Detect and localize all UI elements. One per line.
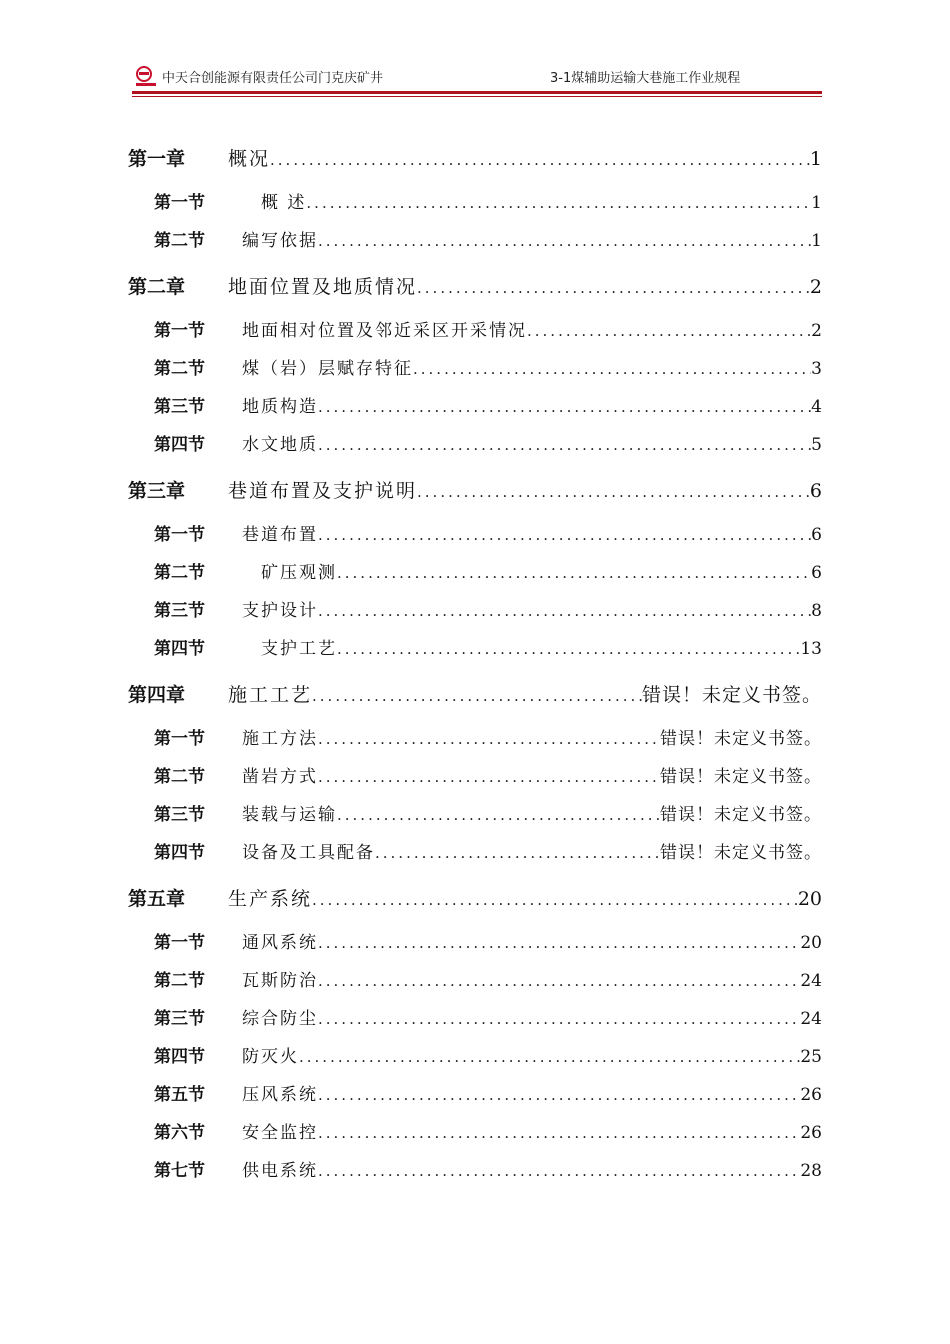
section-number: 第一节 xyxy=(154,193,205,213)
section-title: 综合防尘 xyxy=(242,1009,318,1029)
section-number: 第三节 xyxy=(154,601,205,621)
section-title: 支护工艺 xyxy=(242,639,337,659)
page-number: 8 xyxy=(811,601,822,621)
page-number: 错误！未定义书签。 xyxy=(641,684,822,706)
toc-section[interactable] xyxy=(128,592,822,630)
section-number: 第六节 xyxy=(154,1123,205,1143)
dot-leader xyxy=(318,592,811,630)
section-number: 第二节 xyxy=(154,563,205,583)
page-number: 28 xyxy=(800,1161,822,1181)
table-of-contents xyxy=(128,140,822,1190)
page-number: 1 xyxy=(811,193,822,213)
section-title: 瓦斯防治 xyxy=(242,971,318,991)
dot-leader xyxy=(299,1038,800,1076)
toc-section[interactable] xyxy=(128,554,822,592)
section-title: 凿岩方式 xyxy=(242,767,318,787)
section-number: 第四节 xyxy=(154,639,205,659)
page-header xyxy=(132,62,822,94)
dot-leader xyxy=(337,796,660,834)
toc-section[interactable] xyxy=(128,516,822,554)
toc-section[interactable] xyxy=(128,1114,822,1152)
dot-leader xyxy=(318,962,800,1000)
page-number: 24 xyxy=(800,971,822,991)
dot-leader xyxy=(318,426,811,464)
company-logo-icon xyxy=(136,66,158,88)
page-number: 错误！未定义书签。 xyxy=(660,805,822,825)
toc-section[interactable] xyxy=(128,1152,822,1190)
chapter-number: 第三章 xyxy=(128,480,186,502)
section-number: 第三节 xyxy=(154,397,205,417)
section-title: 支护设计 xyxy=(242,601,318,621)
page-number: 错误！未定义书签。 xyxy=(660,729,822,749)
page-number: 13 xyxy=(800,639,822,659)
company-name: 中天合创能源有限责任公司门克庆矿井 xyxy=(162,71,384,86)
section-number: 第四节 xyxy=(154,1047,205,1067)
dot-leader xyxy=(318,388,811,426)
header-rule-thin xyxy=(132,96,822,97)
toc-section[interactable] xyxy=(128,758,822,796)
dot-leader xyxy=(527,312,811,350)
section-number: 第五节 xyxy=(154,1085,205,1105)
toc-section[interactable] xyxy=(128,222,822,260)
toc-section[interactable] xyxy=(128,924,822,962)
dot-leader xyxy=(318,758,660,796)
section-title: 设备及工具配备 xyxy=(242,843,375,863)
chapter-title: 生产系统 xyxy=(228,888,313,910)
section-number: 第七节 xyxy=(154,1161,205,1181)
section-title: 安全监控 xyxy=(242,1123,318,1143)
section-title: 巷道布置 xyxy=(242,525,318,545)
dot-leader xyxy=(318,720,660,758)
section-number: 第一节 xyxy=(154,729,205,749)
page-number: 24 xyxy=(800,1009,822,1029)
toc-chapter[interactable] xyxy=(128,676,822,714)
dot-leader xyxy=(318,222,811,260)
section-title: 概 述 xyxy=(242,193,307,213)
section-title: 编写依据 xyxy=(242,231,318,251)
section-title: 施工方法 xyxy=(242,729,318,749)
page-number: 2 xyxy=(809,276,822,298)
section-title: 装载与运输 xyxy=(242,805,337,825)
section-title: 地质构造 xyxy=(242,397,318,417)
section-title: 通风系统 xyxy=(242,933,318,953)
dot-leader xyxy=(318,1152,800,1190)
section-title: 矿压观测 xyxy=(242,563,337,583)
chapter-title: 施工工艺 xyxy=(228,684,313,706)
page-number: 26 xyxy=(800,1085,822,1105)
page-number: 5 xyxy=(811,435,822,455)
page-number: 错误！未定义书签。 xyxy=(660,843,822,863)
section-number: 第一节 xyxy=(154,525,205,545)
section-title: 防灭火 xyxy=(242,1047,299,1067)
section-number: 第二节 xyxy=(154,767,205,787)
toc-chapter[interactable] xyxy=(128,880,822,918)
header-rule xyxy=(132,91,822,94)
page-number: 6 xyxy=(811,525,822,545)
section-title: 水文地质 xyxy=(242,435,318,455)
section-title: 压风系统 xyxy=(242,1085,318,1105)
dot-leader xyxy=(375,834,660,872)
page-number: 26 xyxy=(800,1123,822,1143)
page-number: 1 xyxy=(811,231,822,251)
dot-leader xyxy=(413,350,811,388)
dot-leader xyxy=(337,630,800,668)
section-number: 第二节 xyxy=(154,359,205,379)
page-number: 错误！未定义书签。 xyxy=(660,767,822,787)
dot-leader xyxy=(318,1076,800,1114)
section-number: 第三节 xyxy=(154,1009,205,1029)
section-number: 第一节 xyxy=(154,933,205,953)
dot-leader xyxy=(417,269,810,307)
chapter-title: 巷道布置及支护说明 xyxy=(228,480,418,502)
chapter-number: 第一章 xyxy=(128,148,186,170)
section-title: 供电系统 xyxy=(242,1161,318,1181)
toc-chapter[interactable] xyxy=(128,140,822,178)
chapter-title: 地面位置及地质情况 xyxy=(228,276,418,298)
toc-section[interactable] xyxy=(128,720,822,758)
toc-section[interactable] xyxy=(128,426,822,464)
section-number: 第二节 xyxy=(154,971,205,991)
toc-section[interactable] xyxy=(128,350,822,388)
section-number: 第四节 xyxy=(154,843,205,863)
page-number: 2 xyxy=(811,321,822,341)
chapter-number: 第四章 xyxy=(128,684,186,706)
toc-chapter[interactable] xyxy=(128,472,822,510)
dot-leader xyxy=(337,554,811,592)
toc-section[interactable] xyxy=(128,1000,822,1038)
toc-section[interactable] xyxy=(128,312,822,350)
page-number: 6 xyxy=(809,480,822,502)
dot-leader xyxy=(318,516,811,554)
dot-leader xyxy=(312,677,642,715)
dot-leader xyxy=(270,141,810,179)
page-number: 25 xyxy=(800,1047,822,1067)
dot-leader xyxy=(312,881,798,919)
section-number: 第一节 xyxy=(154,321,205,341)
chapter-number: 第二章 xyxy=(128,276,186,298)
section-title: 煤（岩）层赋存特征 xyxy=(242,359,413,379)
section-number: 第四节 xyxy=(154,435,205,455)
toc-section[interactable] xyxy=(128,184,822,222)
toc-section[interactable] xyxy=(128,388,822,426)
section-number: 第二节 xyxy=(154,231,205,251)
toc-section[interactable] xyxy=(128,630,822,668)
chapter-number: 第五章 xyxy=(128,888,186,910)
toc-section[interactable] xyxy=(128,834,822,872)
page-number: 20 xyxy=(800,933,822,953)
toc-section[interactable] xyxy=(128,1076,822,1114)
dot-leader xyxy=(318,924,800,962)
page-number: 3 xyxy=(811,359,822,379)
page-number: 4 xyxy=(811,397,822,417)
toc-chapter[interactable] xyxy=(128,268,822,306)
dot-leader xyxy=(417,473,810,511)
dot-leader xyxy=(306,184,811,222)
chapter-title: 概况 xyxy=(228,148,271,170)
toc-section[interactable] xyxy=(128,1038,822,1076)
dot-leader xyxy=(318,1114,800,1152)
page-number: 1 xyxy=(809,148,822,170)
toc-section[interactable] xyxy=(128,796,822,834)
dot-leader xyxy=(318,1000,800,1038)
toc-section[interactable] xyxy=(128,962,822,1000)
section-title: 地面相对位置及邻近采区开采情况 xyxy=(242,321,527,341)
page-number: 6 xyxy=(811,563,822,583)
page-number: 20 xyxy=(797,888,822,910)
section-number: 第三节 xyxy=(154,805,205,825)
document-title: 3-1煤辅助运输大巷施工作业规程 xyxy=(550,71,741,86)
